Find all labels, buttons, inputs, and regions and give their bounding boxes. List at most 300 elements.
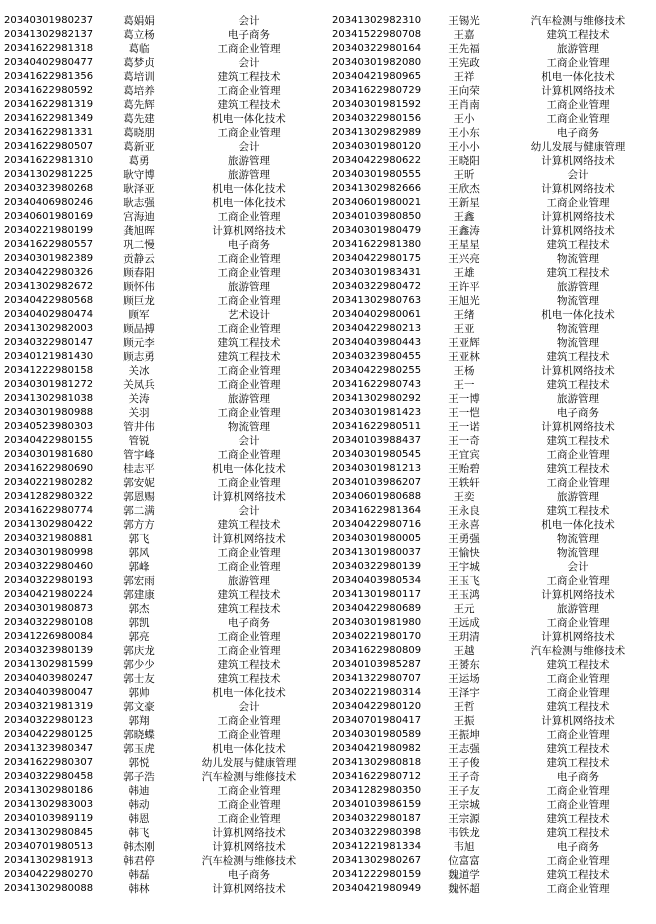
student-id: 20341302980845 — [4, 827, 94, 838]
table-row — [330, 798, 656, 812]
student-name: 管井伟 — [123, 421, 155, 433]
student-name: 韩飞 — [128, 827, 150, 839]
student-name: 葛培训 — [123, 71, 155, 83]
student-id: 20341226980084 — [4, 631, 94, 642]
student-major: 工商企业管理 — [217, 43, 281, 55]
student-id: 20340322980458 — [4, 771, 94, 782]
student-id: 20341622980511 — [332, 421, 422, 432]
student-name: 王振坤 — [448, 729, 480, 741]
student-major: 汽车检测与维修技术 — [201, 771, 297, 783]
student-id: 20340403980247 — [4, 673, 94, 684]
table-row — [330, 56, 656, 70]
table-row — [330, 140, 656, 154]
student-name: 顾怀伟 — [123, 281, 155, 293]
student-name: 顾春阳 — [123, 267, 155, 279]
student-name: 王远成 — [448, 617, 480, 629]
student-id: 20340322980164 — [332, 43, 422, 54]
table-row — [330, 616, 656, 630]
student-major: 会计 — [238, 701, 260, 713]
roster-column-left — [0, 14, 325, 896]
table-row — [0, 714, 325, 728]
table-row — [0, 350, 325, 364]
table-row — [330, 126, 656, 140]
student-major: 工商企业管理 — [217, 645, 281, 657]
student-name: 郭杰 — [128, 603, 150, 615]
table-row — [330, 700, 656, 714]
student-major: 汽车检测与维修技术 — [201, 855, 297, 867]
student-major: 计算机网络技术 — [541, 365, 615, 377]
table-row — [330, 770, 656, 784]
student-major: 机电一体化技术 — [212, 197, 286, 209]
student-major: 建筑工程技术 — [217, 659, 281, 671]
student-name: 王赟东 — [448, 659, 480, 671]
student-id: 20340701980417 — [332, 715, 422, 726]
student-major: 建筑工程技术 — [546, 701, 610, 713]
student-name: 王小 — [453, 113, 475, 125]
student-name: 魏道学 — [448, 869, 480, 881]
student-major: 汽车检测与维修技术 — [530, 15, 626, 27]
student-major: 会计 — [238, 141, 260, 153]
student-major: 工商企业管理 — [217, 85, 281, 97]
table-row — [330, 560, 656, 574]
student-id: 20341622980712 — [332, 771, 422, 782]
student-name: 葛晓朋 — [123, 127, 155, 139]
student-major: 电子商务 — [557, 771, 599, 783]
student-id: 20341622980557 — [4, 239, 94, 250]
roster-column-right — [330, 14, 656, 896]
student-name: 郭安妮 — [123, 477, 155, 489]
student-name: 王贻碧 — [448, 463, 480, 475]
student-name: 郭峰 — [128, 561, 150, 573]
student-major: 会计 — [238, 15, 260, 27]
table-row — [0, 882, 325, 896]
student-id: 20341622981331 — [4, 127, 94, 138]
student-major: 建筑工程技术 — [217, 99, 281, 111]
student-major: 机电一体化技术 — [541, 309, 615, 321]
student-name: 顾巨龙 — [123, 295, 155, 307]
student-id: 20341302980422 — [4, 519, 94, 530]
student-name: 王新星 — [448, 197, 480, 209]
table-row — [330, 210, 656, 224]
table-row — [0, 280, 325, 294]
table-row — [330, 476, 656, 490]
student-major: 建筑工程技术 — [217, 673, 281, 685]
student-name: 王晓阳 — [448, 155, 480, 167]
student-id: 20340323980268 — [4, 183, 94, 194]
student-id: 20340301981272 — [4, 379, 94, 390]
student-name: 郭玉虎 — [123, 743, 155, 755]
student-id: 20341302980763 — [332, 295, 422, 306]
table-row — [0, 490, 325, 504]
table-row — [0, 266, 325, 280]
table-row — [0, 770, 325, 784]
student-major: 建筑工程技术 — [546, 757, 610, 769]
student-id: 20340601980169 — [4, 211, 94, 222]
table-row — [330, 490, 656, 504]
student-major: 建筑工程技术 — [217, 589, 281, 601]
student-name: 王永喜 — [448, 519, 480, 531]
student-major: 工商企业管理 — [217, 561, 281, 573]
student-name: 王肖南 — [448, 99, 480, 111]
table-row — [0, 784, 325, 798]
student-major: 工商企业管理 — [546, 617, 610, 629]
table-row — [330, 588, 656, 602]
student-name: 王子俊 — [448, 757, 480, 769]
table-row — [0, 42, 325, 56]
table-row — [0, 602, 325, 616]
student-major: 工商企业管理 — [217, 785, 281, 797]
table-row — [0, 728, 325, 742]
table-row — [0, 56, 325, 70]
student-id: 20340221980314 — [332, 687, 422, 698]
table-row — [330, 308, 656, 322]
table-row — [0, 322, 325, 336]
table-row — [330, 546, 656, 560]
student-id: 20340421980965 — [332, 71, 422, 82]
student-name: 郭翔 — [128, 715, 150, 727]
student-name: 葛临 — [128, 43, 150, 55]
student-name: 关羽 — [128, 407, 150, 419]
student-major: 计算机网络技术 — [212, 225, 286, 237]
student-major: 建筑工程技术 — [546, 435, 610, 447]
table-row — [0, 14, 325, 28]
student-id: 20340422980155 — [4, 435, 94, 446]
table-row — [330, 532, 656, 546]
student-name: 王绪 — [453, 309, 475, 321]
student-name: 王星星 — [448, 239, 480, 251]
student-major: 建筑工程技术 — [217, 71, 281, 83]
student-name: 耿守博 — [123, 169, 155, 181]
student-major: 建筑工程技术 — [546, 267, 610, 279]
table-row — [0, 420, 325, 434]
student-name: 王元 — [453, 603, 475, 615]
table-row — [330, 70, 656, 84]
student-major: 会计 — [567, 561, 589, 573]
student-major: 建筑工程技术 — [546, 239, 610, 251]
student-major: 工商企业管理 — [217, 715, 281, 727]
student-major: 工商企业管理 — [217, 547, 281, 559]
student-id: 20341622981349 — [4, 113, 94, 124]
student-major: 工商企业管理 — [546, 449, 610, 461]
table-row — [330, 840, 656, 854]
table-row — [0, 126, 325, 140]
student-major: 幼儿发展与健康管理 — [201, 757, 297, 769]
student-name: 王昕 — [453, 169, 475, 181]
student-id: 20341622980690 — [4, 463, 94, 474]
student-major: 工商企业管理 — [217, 323, 281, 335]
student-name: 韩恩 — [128, 813, 150, 825]
student-id: 20340322980460 — [4, 561, 94, 572]
table-row — [0, 154, 325, 168]
student-name: 王子友 — [448, 785, 480, 797]
table-row — [0, 308, 325, 322]
student-name: 王杨 — [453, 365, 475, 377]
table-row — [0, 140, 325, 154]
student-id: 20341301980117 — [332, 589, 422, 600]
student-id: 20340322980123 — [4, 715, 94, 726]
student-name: 顾军 — [128, 309, 150, 321]
student-major: 工商企业管理 — [217, 267, 281, 279]
student-major: 电子商务 — [228, 617, 270, 629]
student-id: 20340323980455 — [332, 351, 422, 362]
student-name: 郭文豪 — [123, 701, 155, 713]
table-row — [330, 672, 656, 686]
student-name: 韦旭 — [453, 841, 475, 853]
student-id: 20341622980809 — [332, 645, 422, 656]
student-id: 20340301980988 — [4, 407, 94, 418]
student-name: 王玥清 — [448, 631, 480, 643]
student-id: 20340301981680 — [4, 449, 94, 460]
student-name: 王运场 — [448, 673, 480, 685]
student-name: 郭风 — [128, 547, 150, 559]
table-row — [0, 574, 325, 588]
student-major: 物流管理 — [557, 295, 599, 307]
student-id: 20340422980125 — [4, 729, 94, 740]
student-id: 20340321981319 — [4, 701, 94, 712]
student-id: 20340422980255 — [332, 365, 422, 376]
student-major: 幼儿发展与健康管理 — [530, 141, 626, 153]
student-name: 葛新亚 — [123, 141, 155, 153]
table-row — [330, 812, 656, 826]
student-id: 20340301982080 — [332, 57, 422, 68]
table-row — [330, 28, 656, 42]
table-row — [330, 168, 656, 182]
table-row — [330, 392, 656, 406]
table-row — [0, 686, 325, 700]
student-major: 机电一体化技术 — [212, 687, 286, 699]
student-id: 20340322980156 — [332, 113, 422, 124]
student-major: 工商企业管理 — [546, 477, 610, 489]
student-name: 王鑫涛 — [448, 225, 480, 237]
table-row — [330, 714, 656, 728]
student-id: 20341302980292 — [332, 393, 422, 404]
table-row — [0, 112, 325, 126]
table-row — [330, 112, 656, 126]
student-id: 20341622980743 — [332, 379, 422, 390]
student-major: 机电一体化技术 — [212, 743, 286, 755]
student-name: 王向荣 — [448, 85, 480, 97]
student-name: 韩君停 — [123, 855, 155, 867]
table-row — [330, 658, 656, 672]
student-name: 王亚林 — [448, 351, 480, 363]
student-major: 计算机网络技术 — [541, 589, 615, 601]
student-name: 王轶轩 — [448, 477, 480, 489]
student-major: 建筑工程技术 — [217, 603, 281, 615]
student-name: 王志强 — [448, 743, 480, 755]
student-name: 郭悦 — [128, 757, 150, 769]
student-id: 20340103986207 — [332, 477, 422, 488]
student-id: 20340421980224 — [4, 589, 94, 600]
student-id: 20341302980088 — [4, 883, 94, 894]
student-name: 王旭光 — [448, 295, 480, 307]
student-name: 郭建康 — [123, 589, 155, 601]
table-row — [0, 98, 325, 112]
table-row — [0, 742, 325, 756]
student-name: 王宇城 — [448, 561, 480, 573]
student-id: 20340422980175 — [332, 253, 422, 264]
student-name: 王子奇 — [448, 771, 480, 783]
table-row — [0, 434, 325, 448]
student-name: 葛勇 — [128, 155, 150, 167]
student-major: 物流管理 — [557, 337, 599, 349]
student-major: 工商企业管理 — [217, 379, 281, 391]
student-name: 韩动 — [128, 799, 150, 811]
table-row — [330, 322, 656, 336]
student-major: 计算机网络技术 — [541, 211, 615, 223]
student-major: 电子商务 — [228, 239, 270, 251]
student-id: 20340422980213 — [332, 323, 422, 334]
student-major: 旅游管理 — [228, 155, 270, 167]
student-name: 王愉快 — [448, 547, 480, 559]
student-id: 20340301980479 — [332, 225, 422, 236]
student-major: 工商企业管理 — [546, 113, 610, 125]
student-major: 电子商务 — [557, 841, 599, 853]
table-row — [0, 546, 325, 560]
table-row — [0, 84, 325, 98]
student-id: 20341622980729 — [332, 85, 422, 96]
table-row — [0, 28, 325, 42]
student-name: 宫海迪 — [123, 211, 155, 223]
student-id: 20340422980568 — [4, 295, 94, 306]
table-row — [330, 238, 656, 252]
table-row — [0, 630, 325, 644]
table-row — [0, 210, 325, 224]
student-id: 20341622981364 — [332, 505, 422, 516]
table-row — [330, 266, 656, 280]
table-row — [330, 448, 656, 462]
student-major: 工商企业管理 — [546, 799, 610, 811]
table-row — [0, 700, 325, 714]
table-row — [330, 350, 656, 364]
table-row — [330, 518, 656, 532]
table-row — [330, 154, 656, 168]
student-id: 20341622981310 — [4, 155, 94, 166]
student-major: 旅游管理 — [557, 43, 599, 55]
student-id: 20341622980774 — [4, 505, 94, 516]
student-name: 葛先辉 — [123, 99, 155, 111]
student-id: 20340322980187 — [332, 813, 422, 824]
student-name: 王亚辉 — [448, 337, 480, 349]
student-id: 20340301980237 — [4, 15, 94, 26]
student-id: 20340103985287 — [332, 659, 422, 670]
student-id: 20341302980186 — [4, 785, 94, 796]
student-id: 20341622981380 — [332, 239, 422, 250]
student-major: 计算机网络技术 — [541, 421, 615, 433]
student-major: 会计 — [238, 435, 260, 447]
student-major: 工商企业管理 — [217, 813, 281, 825]
student-major: 计算机网络技术 — [541, 183, 615, 195]
student-name: 关冰 — [128, 365, 150, 377]
student-major: 工商企业管理 — [546, 687, 610, 699]
student-major: 旅游管理 — [228, 281, 270, 293]
student-major: 计算机网络技术 — [541, 85, 615, 97]
student-major: 工商企业管理 — [546, 883, 610, 895]
student-name: 巩二慢 — [123, 239, 155, 251]
student-id: 20340301980120 — [332, 141, 422, 152]
table-row — [0, 504, 325, 518]
student-id: 20341622980307 — [4, 757, 94, 768]
student-major: 计算机网络技术 — [212, 533, 286, 545]
student-id: 20341302982989 — [332, 127, 422, 138]
student-major: 工商企业管理 — [217, 211, 281, 223]
table-row — [0, 378, 325, 392]
student-major: 工商企业管理 — [217, 295, 281, 307]
student-major: 工商企业管理 — [546, 197, 610, 209]
student-major: 建筑工程技术 — [546, 379, 610, 391]
student-major: 建筑工程技术 — [546, 505, 610, 517]
student-id: 20340322980108 — [4, 617, 94, 628]
table-row — [0, 756, 325, 770]
table-row — [330, 826, 656, 840]
student-name: 韩林 — [128, 883, 150, 895]
student-major: 计算机网络技术 — [541, 715, 615, 727]
table-row — [0, 812, 325, 826]
student-major: 旅游管理 — [228, 393, 270, 405]
table-row — [330, 224, 656, 238]
table-row — [330, 42, 656, 56]
student-major: 旅游管理 — [557, 393, 599, 405]
student-name: 王祥 — [453, 71, 475, 83]
student-major: 工商企业管理 — [217, 127, 281, 139]
student-id: 20340402980474 — [4, 309, 94, 320]
student-name: 王奕 — [453, 491, 475, 503]
student-name: 王鑫 — [453, 211, 475, 223]
student-major: 旅游管理 — [228, 169, 270, 181]
student-name: 王锡光 — [448, 15, 480, 27]
student-major: 计算机网络技术 — [541, 155, 615, 167]
student-id: 20341301980037 — [332, 547, 422, 558]
student-major: 计算机网络技术 — [212, 827, 286, 839]
student-id: 20341622981319 — [4, 99, 94, 110]
student-major: 机电一体化技术 — [541, 71, 615, 83]
student-major: 机电一体化技术 — [212, 183, 286, 195]
student-id: 20340301981423 — [332, 407, 422, 418]
table-row — [330, 462, 656, 476]
student-major: 工商企业管理 — [217, 631, 281, 643]
student-major: 建筑工程技术 — [546, 659, 610, 671]
student-name: 管锐 — [128, 435, 150, 447]
student-name: 郭二满 — [123, 505, 155, 517]
table-row — [330, 364, 656, 378]
student-major: 艺术设计 — [228, 309, 270, 321]
student-name: 郭方方 — [123, 519, 155, 531]
student-name: 韦铁龙 — [448, 827, 480, 839]
student-id: 20341302981599 — [4, 659, 94, 670]
table-row — [330, 14, 656, 28]
student-id: 20340403980534 — [332, 575, 422, 586]
student-id: 20340322980472 — [332, 281, 422, 292]
student-id: 20341222980158 — [4, 365, 94, 376]
student-id: 20340103988437 — [332, 435, 422, 446]
student-id: 20341302980267 — [332, 855, 422, 866]
student-name: 葛培养 — [123, 85, 155, 97]
student-id: 20340422980716 — [332, 519, 422, 530]
student-major: 工商企业管理 — [546, 785, 610, 797]
student-name: 顾品搏 — [123, 323, 155, 335]
student-name: 郭晓蝶 — [123, 729, 155, 741]
student-major: 汽车检测与维修技术 — [530, 645, 626, 657]
table-row — [330, 784, 656, 798]
student-major: 建筑工程技术 — [546, 827, 610, 839]
student-name: 耿泽亚 — [123, 183, 155, 195]
student-id: 20341622981356 — [4, 71, 94, 82]
student-id: 20340221980199 — [4, 225, 94, 236]
student-major: 工商企业管理 — [217, 449, 281, 461]
student-id: 20340402980061 — [332, 309, 422, 320]
student-name: 顾元李 — [123, 337, 155, 349]
student-name: 王宪政 — [448, 57, 480, 69]
table-row — [0, 252, 325, 266]
